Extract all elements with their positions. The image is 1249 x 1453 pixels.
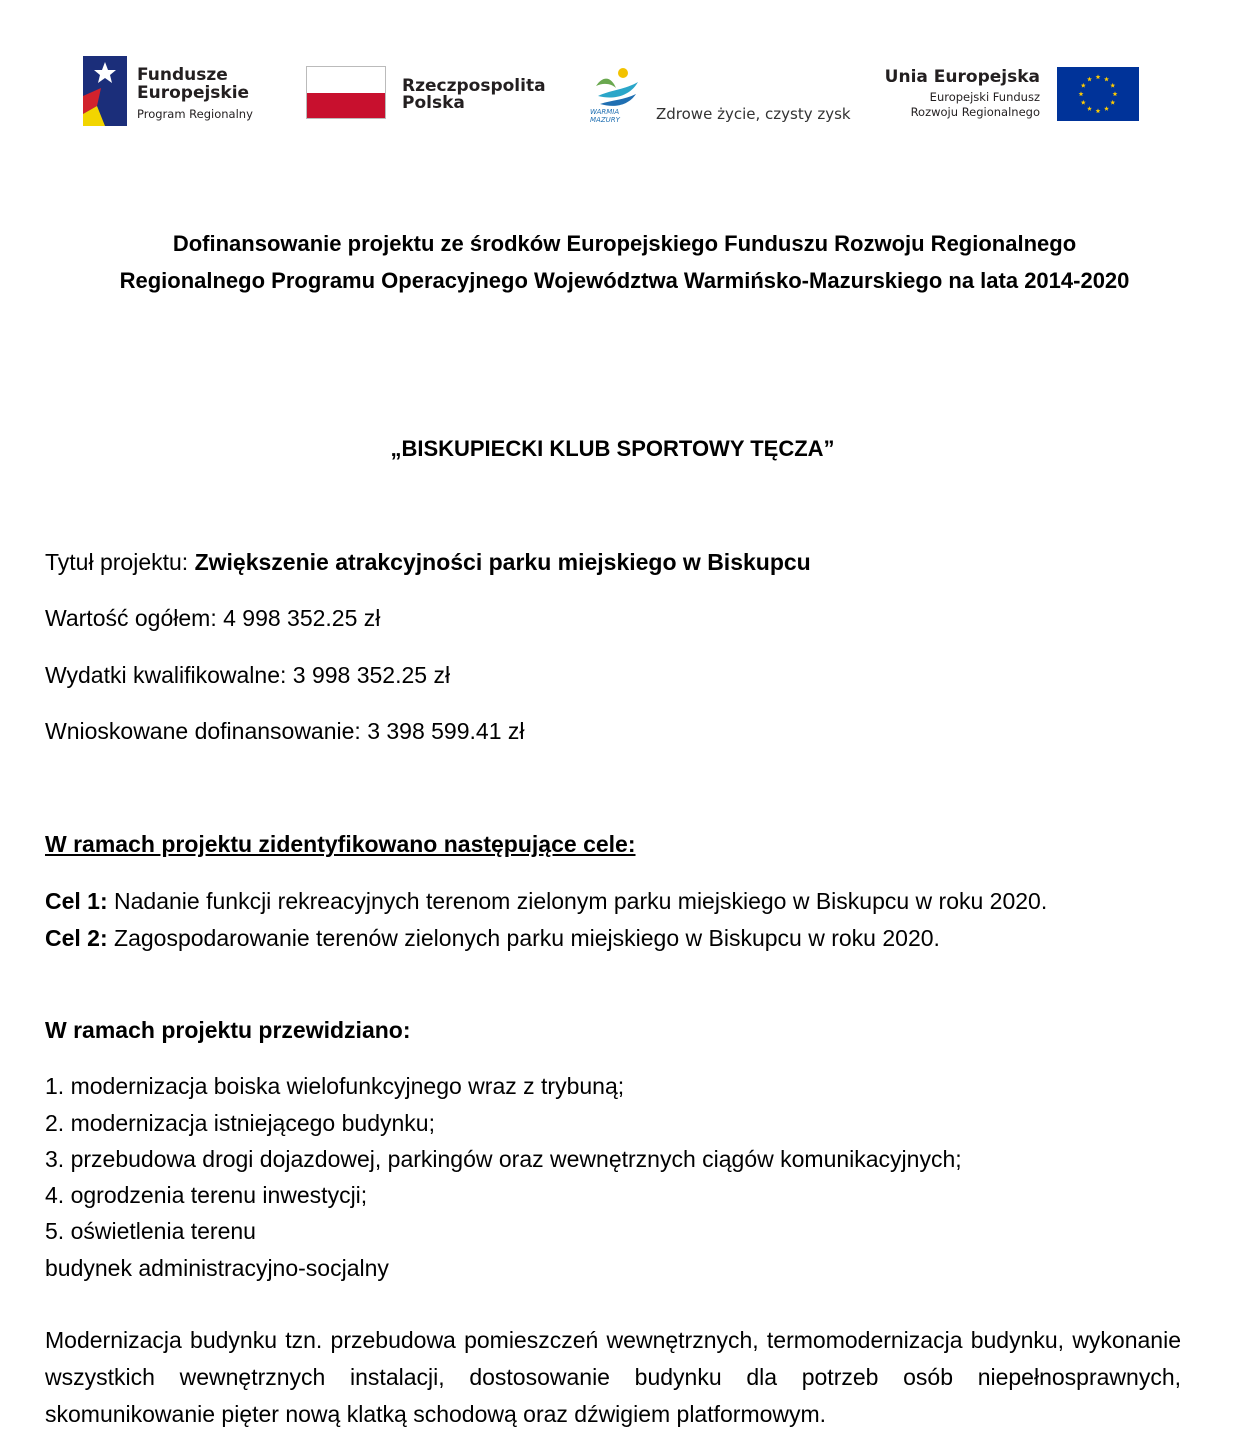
warmia-mazury-logo	[590, 66, 646, 124]
polish-flag-icon	[306, 66, 386, 119]
planned-item: 5. oświetlenia terenu	[45, 1218, 256, 1244]
fundusze-line2: Europejskie	[137, 83, 250, 103]
project-title	[45, 547, 811, 577]
polska-line1: Rzeczpospolita	[402, 76, 546, 96]
planned-item: 3. przebudowa drogi dojazdowej, parkingów oraz wewnętrznych ciągów komunikacyjnych;	[45, 1146, 962, 1172]
ue-line1: Unia Europejska	[884, 67, 1040, 87]
eu-flag-icon	[1057, 67, 1139, 121]
fundusze-line1: Fundusze	[137, 65, 228, 85]
goal-text: Zagospodarowanie terenów zielonych parku miejskiego w Biskupcu w roku 2020.	[107, 925, 940, 951]
polska-line2: Polska	[402, 93, 465, 113]
planned-item: 1. modernizacja boiska wielofunkcyjnego wraz z trybuną;	[45, 1073, 625, 1099]
funding-header-line2: Regionalnego Programu Operacyjnego Województwa Warmińsko-Mazurskiego na lata 2014-2020	[119, 268, 1130, 293]
planned-item: budynek administracyjno-socjalny	[45, 1255, 389, 1281]
goal-item	[45, 886, 1047, 916]
club-title: „BISKUPIECKI KLUB SPORTOWY TĘCZA”	[390, 436, 835, 461]
planned-heading: W ramach projektu przewidziano:	[45, 1017, 411, 1043]
description-paragraph: Modernizacja budynku tzn. przebudowa pomieszczeń wewnętrznych, termomodernizacja budynku, wykonanie wszystkich wewnętrznych instalacji, dostosowanie budynku dla potrzeb osób niepełnosprawnych, skomunikowanie pięter nową klatką schodową oraz dźwigiem platformowym.	[45, 1327, 1181, 1427]
goal-label: Cel 1:	[45, 888, 108, 914]
funding-header-line1: Dofinansowanie projektu ze środków Europejskiego Funduszu Rozwoju Regionalnego	[172, 231, 1077, 256]
ue-line3: Rozwoju Regionalnego	[910, 105, 1040, 119]
goal-item	[45, 923, 940, 953]
project-requested-funding: Wnioskowane dofinansowanie: 3 398 599.41 zł	[45, 718, 525, 744]
goals-heading: W ramach projektu zidentyfikowano następujące cele:	[45, 831, 636, 857]
project-title-value: Zwiększenie atrakcyjności parku miejskiego w Biskupcu	[194, 549, 811, 575]
project-eligible-costs: Wydatki kwalifikowalne: 3 998 352.25 zł	[45, 662, 451, 688]
warmia-mazury-logo-text: WARMIA MAZURY	[590, 108, 620, 124]
warmia-slogan: Zdrowe życie, czysty zysk	[656, 105, 851, 123]
planned-item: 4. ogrodzenia terenu inwestycji;	[45, 1182, 368, 1208]
fundusze-europejskie-mark-icon	[83, 56, 127, 126]
fundusze-line3: Program Regionalny	[137, 107, 253, 121]
planned-item: 2. modernizacja istniejącego budynku;	[45, 1110, 435, 1136]
goal-label: Cel 2:	[45, 925, 108, 951]
project-title-label: Tytuł projektu:	[45, 549, 195, 575]
fundusze-europejskie-logo	[83, 56, 127, 126]
project-total-value: Wartość ogółem: 4 998 352.25 zł	[45, 605, 381, 631]
ue-line2: Europejski Fundusz	[929, 90, 1040, 104]
goal-text: Nadanie funkcji rekreacyjnych terenom zielonym parku miejskiego w Biskupcu w roku 2020.	[107, 888, 1048, 914]
